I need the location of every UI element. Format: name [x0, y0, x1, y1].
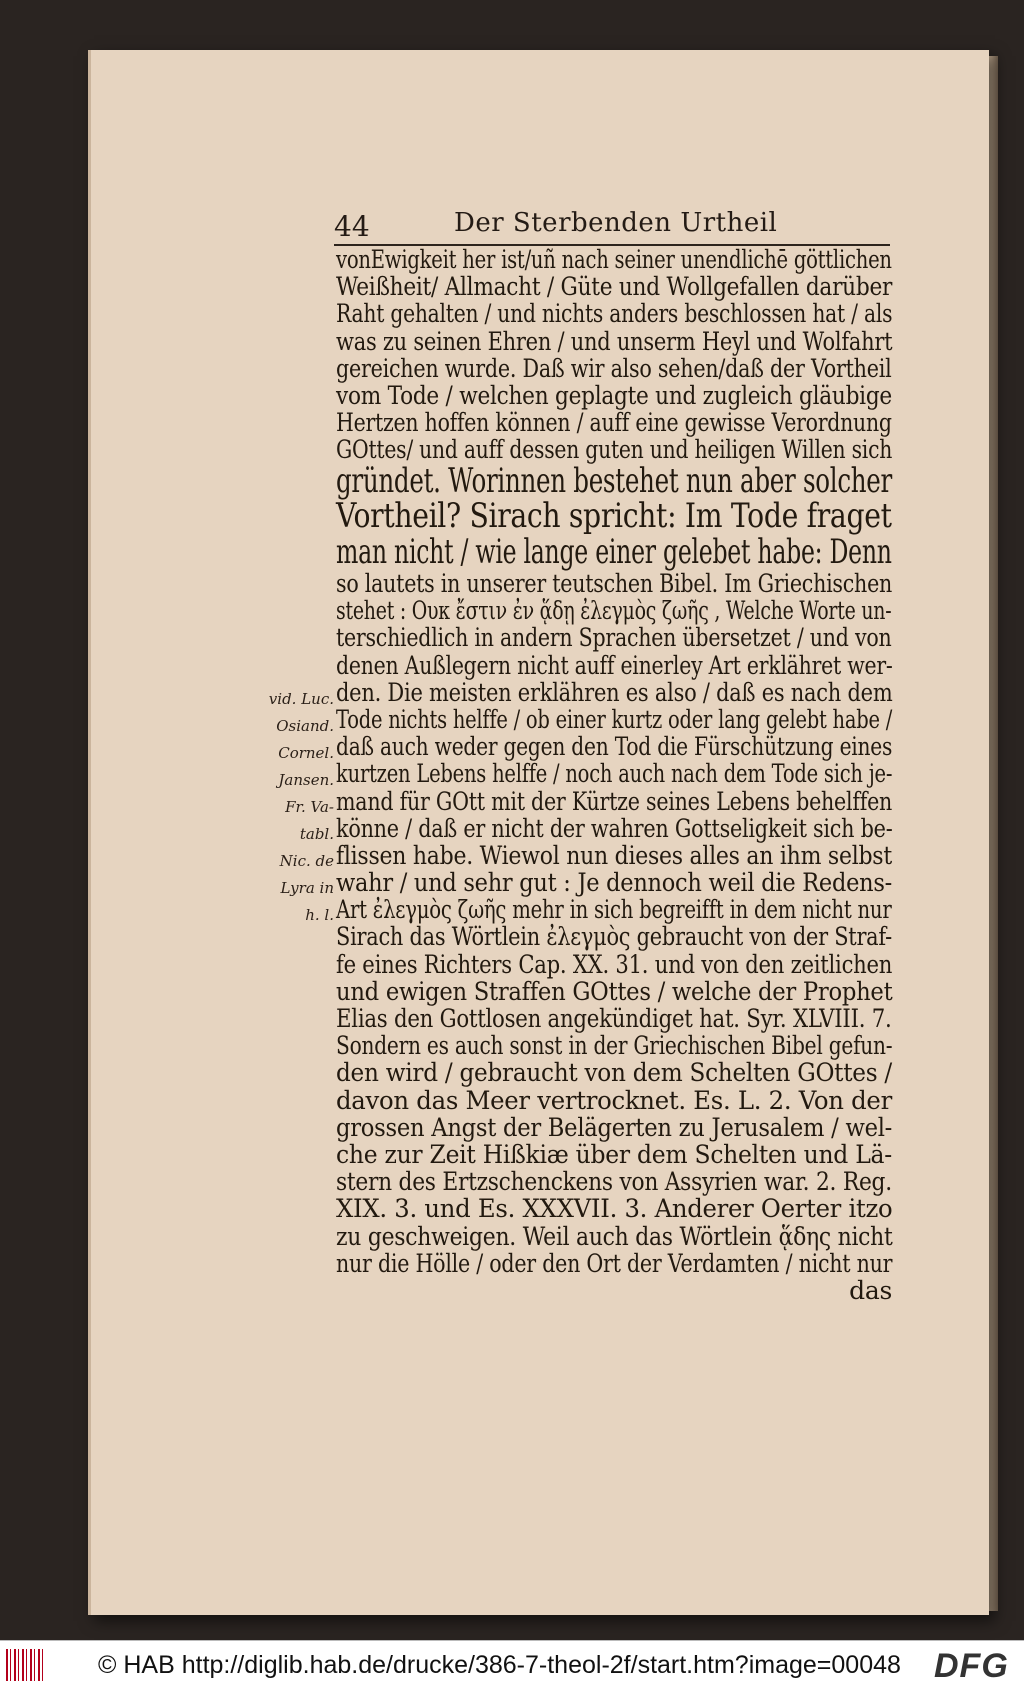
- text-line: Sondern es auch sonst in der Griechischen Bibel gefun-: [336, 1031, 893, 1061]
- text-line: gründet. Worinnen bestehet nun aber solcher: [336, 460, 892, 501]
- footer-source-link[interactable]: © HAB http://diglib.hab.de/drucke/386-7-theol-2f/start.htm?image=00048: [98, 1651, 901, 1679]
- text-line: so lautets in unserer teutschen Bibel. Im Griechischen: [336, 569, 893, 598]
- text-line: zu geschweigen. Weil auch das Wörtlein ᾅδης nicht: [336, 1221, 893, 1251]
- margin-note: Jansen.: [278, 771, 334, 789]
- text-line: davon das Meer vertrocknet. Es. L. 2. Von der: [336, 1085, 892, 1115]
- text-line: was zu seinen Ehren / und unserm Heyl und Wolfahrt: [336, 326, 893, 356]
- text-line: Art ἐλεγμὸς ζωῆς mehr in sich begreifft in dem nicht nur: [336, 895, 892, 925]
- footer-bar: [0, 1640, 1024, 1689]
- text-line: den wird / gebraucht von dem Schelten GOttes /: [336, 1058, 892, 1088]
- text-line: stehet : Ουκ ἔστιν ἐν ᾅδῃ ἐλεγμὸς ζωῆς , Welche Worte un-: [336, 596, 892, 626]
- text-line: kurtzen Lebens helffe / noch auch nach dem Tode sich je-: [336, 759, 893, 789]
- text-line: grossen Angst der Belägerten zu Jerusalem / wel-: [336, 1112, 893, 1142]
- hab-barcode-icon: [6, 1649, 46, 1681]
- text-line: Weißheit/ Allmacht / Güte und Wollgefallen darüber: [336, 272, 893, 302]
- text-line: daß auch weder gegen den Tod die Fürschützung eines: [336, 732, 893, 762]
- text-line: stern des Ertzschenckens von Assyrien war. 2. Reg.: [336, 1167, 892, 1197]
- text-line: mand für GOtt mit der Kürtze seines Lebens behelffen: [336, 786, 893, 816]
- running-head: Der Sterbenden Urtheil: [454, 208, 778, 238]
- text-line: das: [849, 1275, 892, 1305]
- text-line: und ewigen Straffen GOttes / welche der Prophet: [336, 976, 893, 1006]
- text-line: denen Außlegern nicht auff einerley Art erklähret wer-: [336, 650, 893, 680]
- text-line: Sirach das Wörtlein ἐλεγμὸς gebraucht von der Straf-: [336, 922, 892, 952]
- margin-notes: [248, 686, 334, 929]
- margin-note: Nic. de: [279, 852, 334, 870]
- text-line: vom Tode / welchen geplagte und zugleich gläubige: [336, 380, 892, 410]
- text-line: den. Die meisten erklähren es also / daß es nach dem: [336, 677, 893, 707]
- text-line: fe eines Richters Cap. XX. 31. und von den zeitlichen: [336, 949, 893, 979]
- text-line: Hertzen hoffen können / auff eine gewisse Verordnung: [336, 408, 892, 438]
- text-line: Tode nichts helffe / ob einer kurtz oder lang gelebt habe /: [336, 704, 893, 734]
- margin-note: Fr. Va-: [285, 798, 334, 816]
- margin-note: vid. Luc.: [268, 690, 334, 708]
- text-line: Raht gehalten / und nichts anders beschlossen hat / als: [336, 299, 893, 329]
- text-line: flissen habe. Wiewol nun dieses alles an ihm selbst: [336, 840, 892, 870]
- text-line: Vortheil? Sirach spricht: Im Tode fraget: [336, 496, 892, 536]
- margin-note: tabl.: [299, 825, 334, 843]
- text-line: wahr / und sehr gut : Je dennoch weil die Redens-: [336, 868, 892, 898]
- text-line: gereichen wurde. Daß wir also sehen/daß der Vortheil: [336, 353, 892, 383]
- margin-note: Cornel.: [278, 744, 334, 762]
- margin-note: Lyra in: [280, 879, 334, 897]
- text-line: könne / daß er nicht der wahren Gottseligkeit sich be-: [336, 813, 893, 843]
- margin-note: Osiand.: [276, 717, 334, 735]
- page-number: 44: [334, 210, 370, 243]
- text-line: terschiedlich in andern Sprachen übersetzet / und von: [336, 623, 892, 653]
- body-text: [336, 246, 892, 1304]
- text-line: nur die Hölle / oder den Ort der Verdamten / nicht nur: [336, 1248, 893, 1278]
- text-line: XIX. 3. und Es. XXXVII. 3. Anderer Oerter itzo: [336, 1194, 893, 1224]
- text-line: Elias den Gottlosen angekündiget hat. Syr. XLVIII. 7.: [336, 1004, 892, 1033]
- dfg-logo: DFG: [934, 1647, 1009, 1685]
- text-line: man nicht / wie lange einer gelebet habe: Denn: [336, 531, 892, 572]
- text-line: vonEwigkeit her ist/uñ nach seiner unendlichē göttlichen: [336, 245, 892, 274]
- page-header: [334, 208, 890, 246]
- text-line: che zur Zeit Hißkiæ über dem Schelten und Lä-: [336, 1139, 892, 1169]
- margin-note: h. l.: [305, 906, 334, 924]
- text-line: GOttes/ und auff dessen guten und heiligen Willen sich: [336, 435, 893, 465]
